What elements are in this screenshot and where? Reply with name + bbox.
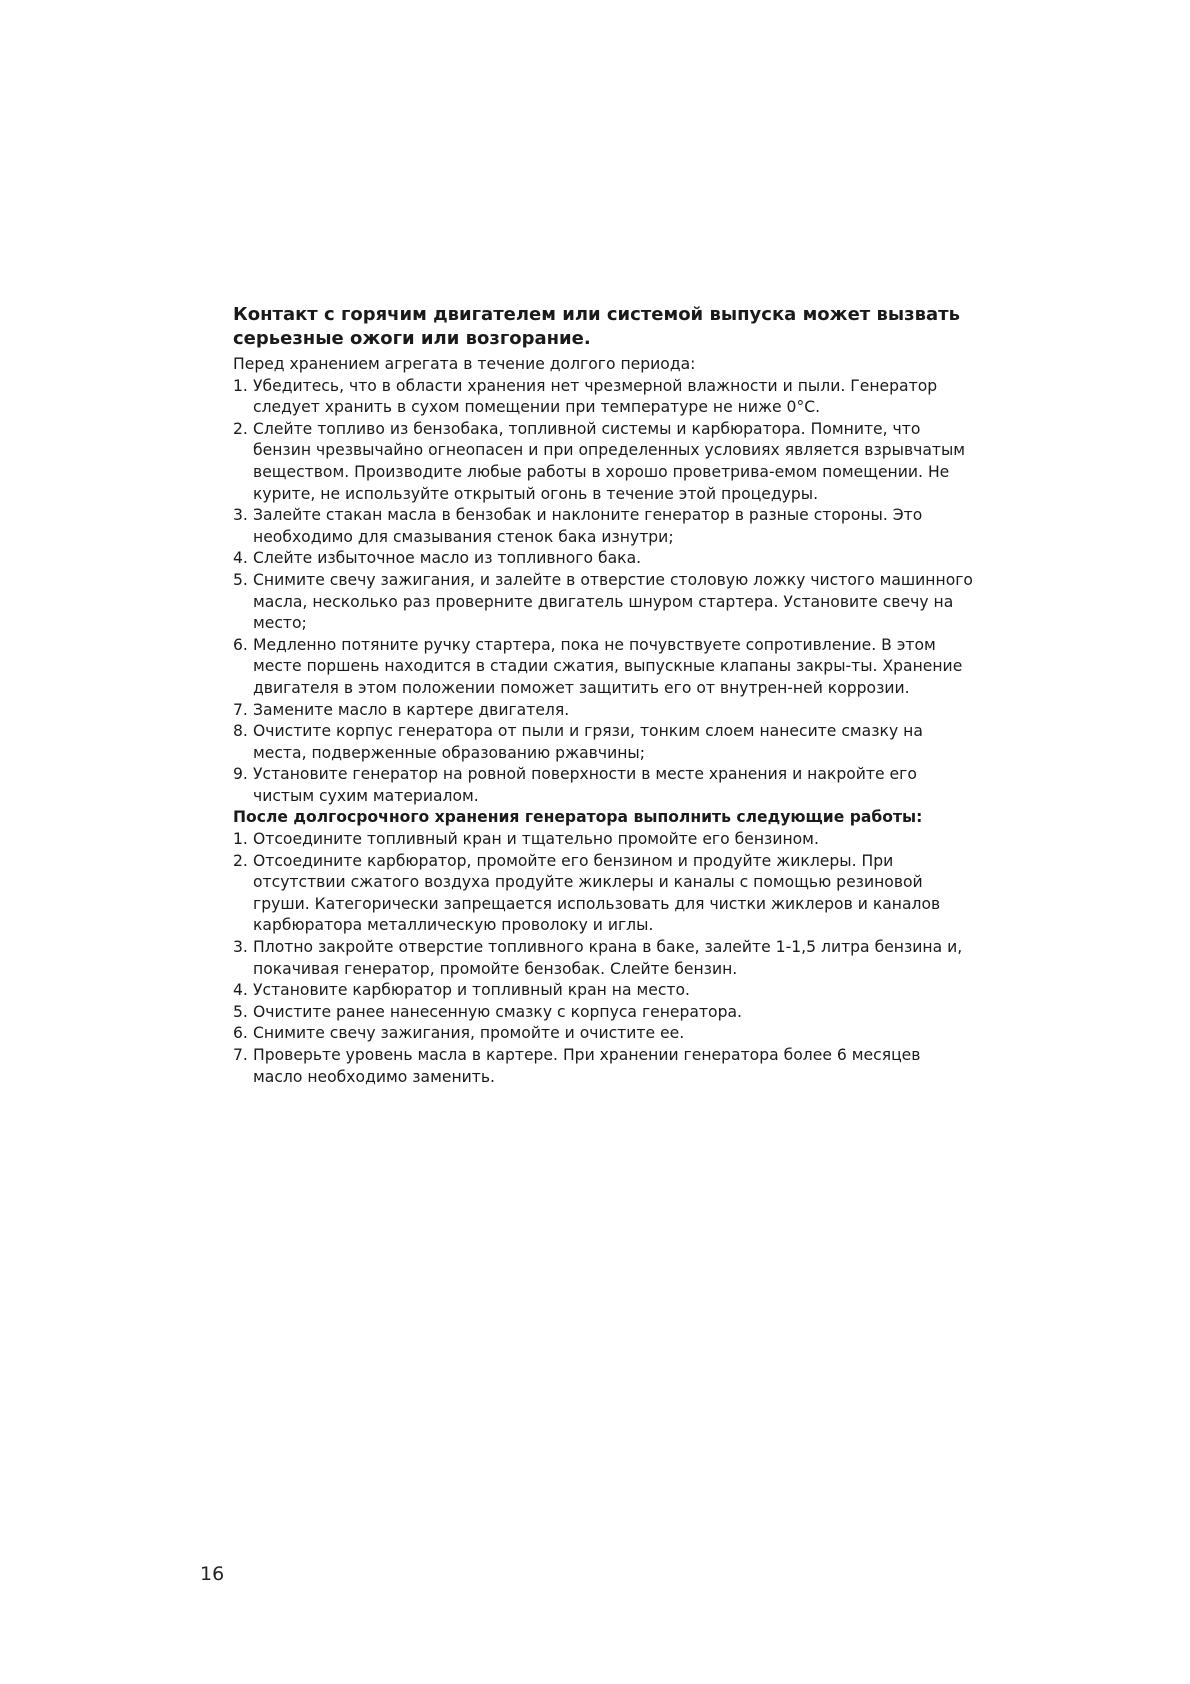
list-item-text: Проверьте уровень масла в картере. При хранении генератора более 6 месяцев масло необходимо заменить. — [253, 1046, 921, 1086]
list-item-number: 7. — [233, 1046, 248, 1064]
list-item — [233, 1023, 973, 1045]
list-item-text: Замените масло в картере двигателя. — [253, 700, 570, 719]
list-item-number: 3. — [233, 506, 248, 525]
list-item-number: 7. — [233, 700, 248, 719]
list-item-text: Очистите ранее нанесенную смазку с корпуса генератора. — [253, 1002, 743, 1021]
list-item — [233, 505, 973, 548]
list-item-number: 2. — [233, 851, 248, 870]
list-item-number: 3. — [233, 938, 248, 957]
list-item-text: Медленно потяните ручку стартера, пока не почувствуете сопротивление. В этом месте поршень находится в стадии сжатия, выпускные клапаны закры-ты. Хранение двигателя в этом положении поможет защитить его от внутрен-ней коррозии. — [253, 635, 963, 697]
list-item-text: Отсоедините карбюратор, промойте его бензином и продуйте жиклеры. При отсутствии сжатого воздуха продуйте жиклеры и каналы с помощью резиновой груши. Категорически запрещается использовать для чистки жиклеров и каналов карбюратора металлическую проволоку и иглы. — [253, 851, 941, 935]
intro-text: Перед хранением агрегата в течение долгого периода: — [233, 355, 696, 373]
after-storage-heading: После долгосрочного хранения генератора выполнить следующие работы: — [233, 808, 923, 827]
list-item — [233, 1045, 973, 1088]
list-item — [233, 419, 973, 505]
list-item — [233, 764, 973, 807]
list-item — [233, 721, 973, 764]
page-number: 16 — [200, 1563, 225, 1585]
list-item-number: 4. — [233, 981, 248, 1000]
storage-steps-list — [233, 376, 973, 808]
list-item-number: 4. — [233, 549, 248, 568]
list-item-text: Очистите корпус генератора от пыли и грязи, тонким слоем нанесите смазку на места, подверженные образованию ржавчины; — [253, 722, 923, 762]
warning-heading: Контакт с горячим двигателем или системой выпуска может вызвать серьезные ожоги или возгорание. — [233, 304, 960, 349]
list-item-text: Снимите свечу зажигания, промойте и очистите ее. — [253, 1024, 685, 1043]
list-item — [233, 937, 973, 980]
list-item — [233, 548, 973, 570]
list-item-text: Плотно закройте отверстие топливного крана в баке, залейте 1-1,5 литра бензина и, покачивая генератор, промойте бензобак. Слейте бензин. — [253, 938, 963, 978]
list-item-number: 6. — [233, 635, 248, 654]
list-item — [233, 829, 973, 851]
list-item-number: 9. — [233, 765, 248, 784]
list-item-number: 5. — [233, 570, 248, 589]
list-item-text: Залейте стакан масла в бензобак и наклоните генератор в разные стороны. Это необходимо для смазывания стенок бака изнутри; — [253, 506, 923, 546]
list-item-text: Слейте топливо из бензобака, топливной системы и карбюратора. Помните, что бензин чрезвычайно огнеопасен и при определенных условиях является взрывчатым веществом. Производите любые работы в хорошо проветрива-емом помещении. Не курите, не используйте открытый огонь в течение этой процедуры. — [253, 419, 966, 503]
list-item-number: 1. — [233, 376, 248, 395]
list-item-number: 6. — [233, 1024, 248, 1043]
list-item — [233, 980, 973, 1002]
list-item-text: Установите карбюратор и топливный кран на место. — [253, 981, 691, 1000]
list-item-text: Снимите свечу зажигания, и залейте в отверстие столовую ложку чистого машинного масла, несколько раз проверните двигатель шнуром стартера. Установите свечу на место; — [253, 570, 973, 633]
list-item-text: Слейте избыточное масло из топливного бака. — [253, 549, 642, 568]
list-item — [233, 700, 973, 722]
after-storage-steps-list — [233, 829, 973, 1088]
list-item-text: Установите генератор на ровной поверхности в месте хранения и накройте его чистым сухим материалом. — [253, 765, 917, 805]
page-content — [233, 303, 973, 1088]
list-item — [233, 570, 973, 635]
list-item-number: 1. — [233, 830, 248, 849]
list-item-text: Убедитесь, что в области хранения нет чрезмерной влажности и пыли. Генератор следует хранить в сухом помещении при температуре не ниже 0°С. — [253, 376, 938, 417]
list-item — [233, 376, 973, 419]
list-item-number: 2. — [233, 419, 248, 438]
list-item — [233, 635, 973, 700]
list-item-number: 5. — [233, 1002, 248, 1021]
list-item-text: Отсоедините топливный кран и тщательно промойте его бензином. — [253, 830, 819, 849]
list-item — [233, 1002, 973, 1024]
list-item — [233, 851, 973, 937]
list-item-number: 8. — [233, 722, 248, 741]
